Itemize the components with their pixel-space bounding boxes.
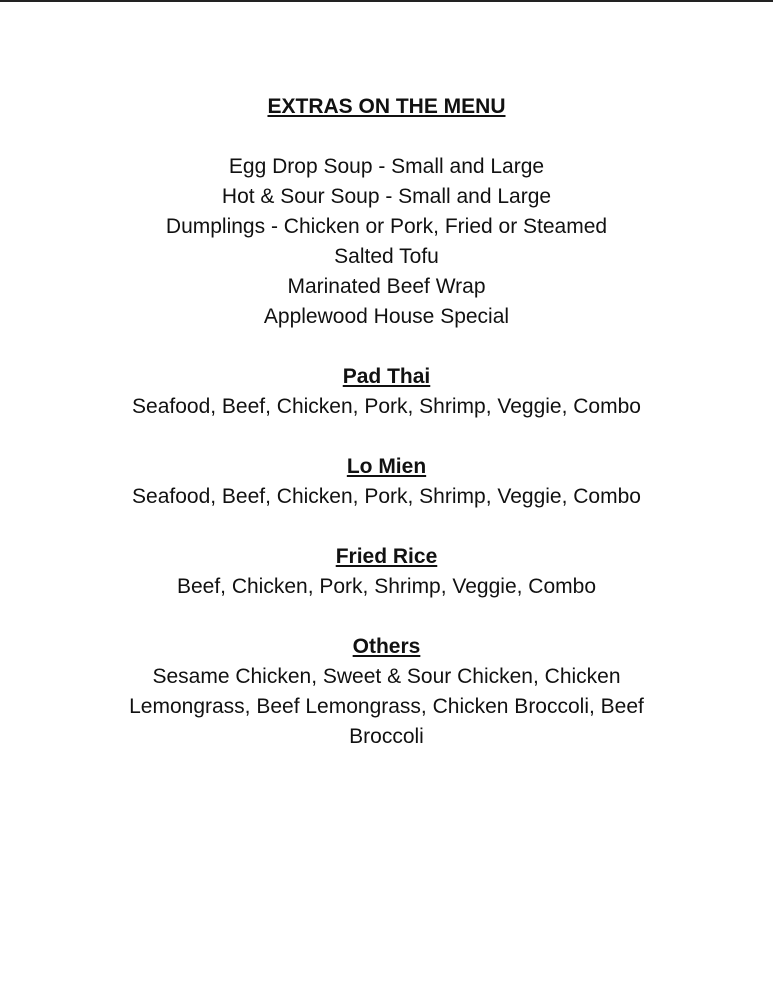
extras-list <box>0 152 773 332</box>
section-items: Beef, Chicken, Pork, Shrimp, Veggie, Combo <box>176 575 597 598</box>
extras-item: Applewood House Special <box>263 305 510 328</box>
section-pad-thai <box>0 362 773 422</box>
section-items: Sesame Chicken, Sweet & Sour Chicken, Chicken Lemongrass, Beef Lemongrass, Chicken Broccoli, Beef Broccoli <box>129 665 644 748</box>
section-lo-mien <box>0 452 773 512</box>
section-others <box>0 632 773 752</box>
extras-item: Dumplings - Chicken or Pork, Fried or Steamed <box>165 215 608 238</box>
menu-page <box>0 92 773 752</box>
section-items: Seafood, Beef, Chicken, Pork, Shrimp, Veggie, Combo <box>132 395 641 418</box>
section-heading: Fried Rice <box>335 545 438 568</box>
page-title: EXTRAS ON THE MENU <box>267 95 506 118</box>
top-border <box>0 0 773 2</box>
extras-item: Hot & Sour Soup - Small and Large <box>221 185 552 208</box>
section-heading: Lo Mien <box>346 455 427 478</box>
extras-item: Egg Drop Soup - Small and Large <box>228 155 545 178</box>
section-fried-rice <box>0 542 773 602</box>
section-heading: Pad Thai <box>342 365 431 388</box>
section-heading: Others <box>352 635 421 658</box>
extras-item: Marinated Beef Wrap <box>287 275 486 298</box>
extras-item: Salted Tofu <box>334 245 439 268</box>
section-items: Seafood, Beef, Chicken, Pork, Shrimp, Veggie, Combo <box>132 485 641 508</box>
